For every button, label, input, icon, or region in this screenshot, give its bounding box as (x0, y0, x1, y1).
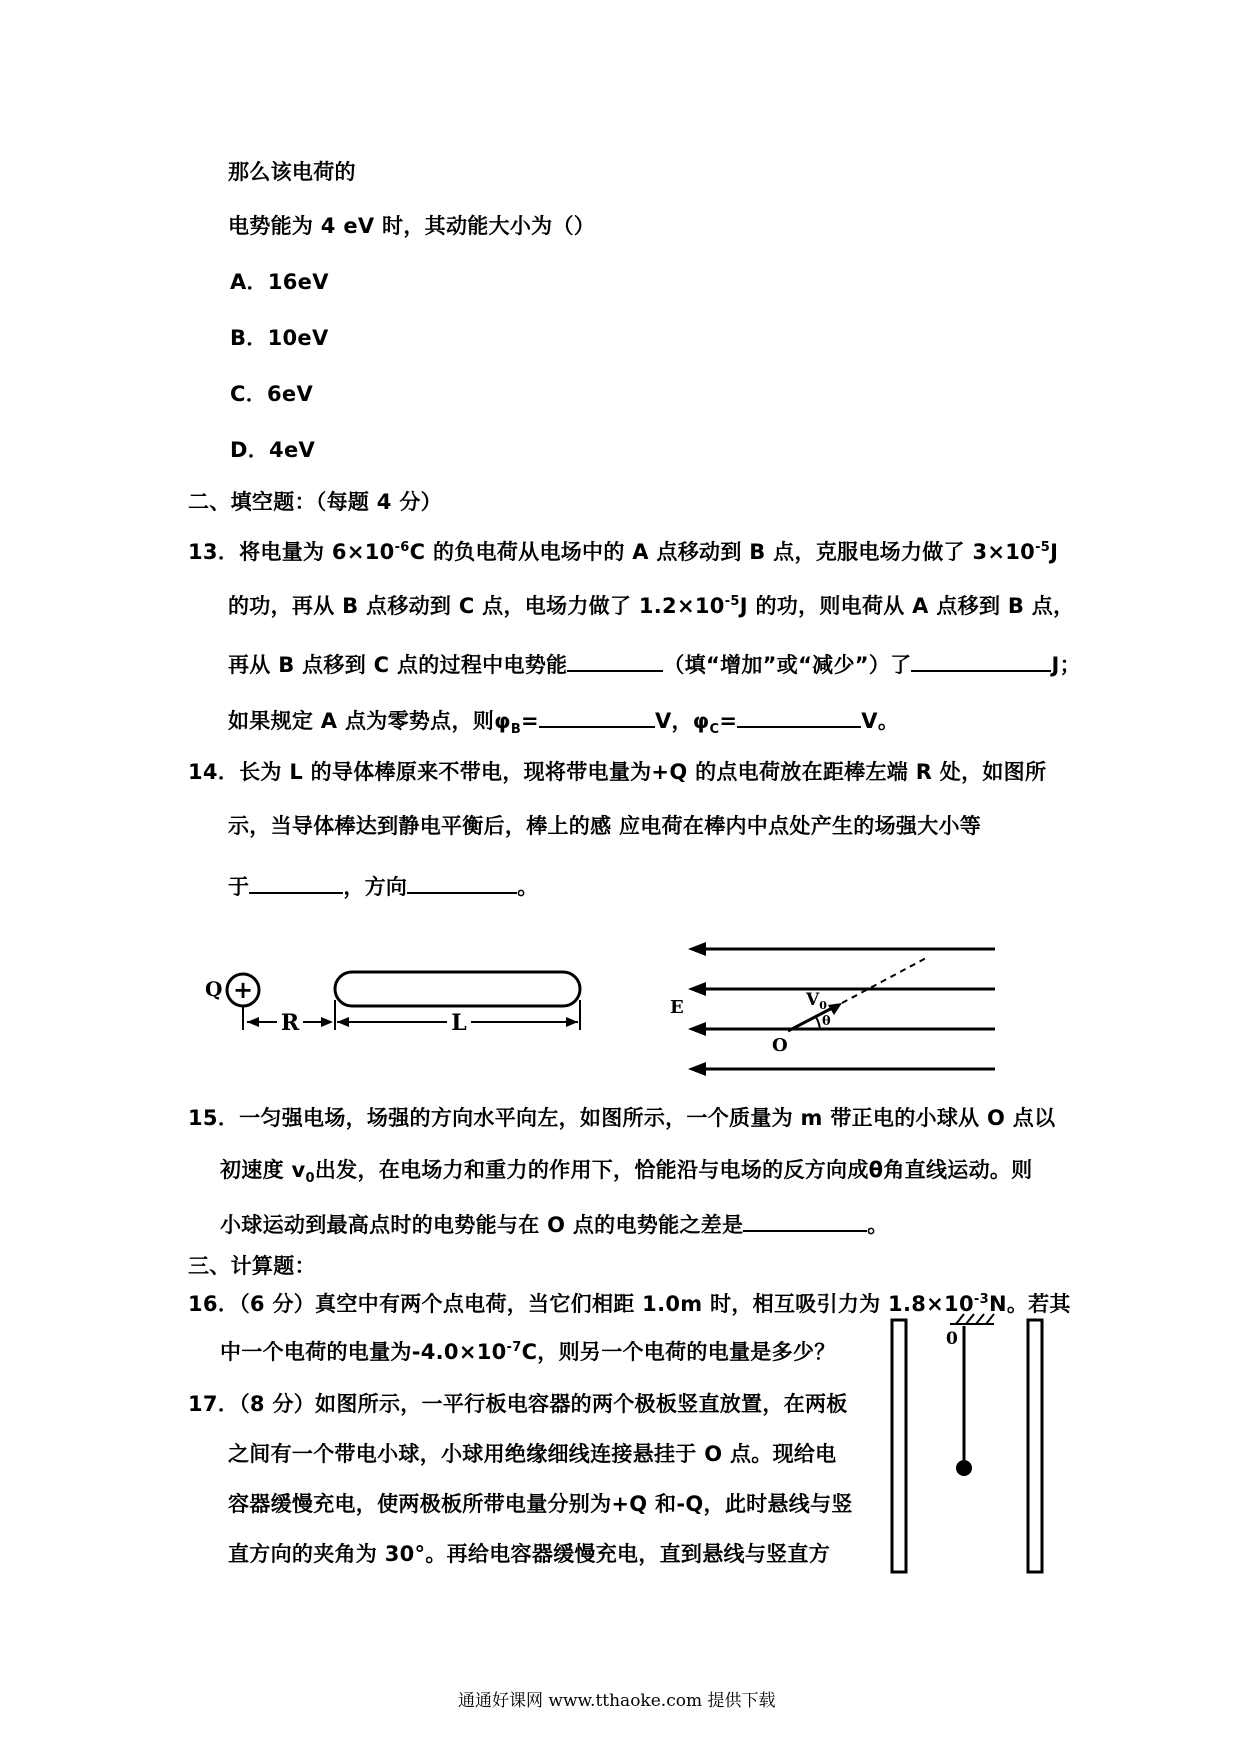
fig15-field-label: E (670, 997, 684, 1018)
q14-line3-text-a: 于 (228, 875, 250, 899)
field-arrow-icon (688, 1022, 706, 1036)
field-arrow-icon (688, 1062, 706, 1076)
q12-option-d: D．4eV (230, 438, 316, 462)
r-arrow-right-icon (321, 1017, 333, 1027)
q15-line2-text-a: 初速度 v (220, 1158, 306, 1182)
q12-option-c: C．6eV (230, 382, 314, 406)
q14-line1: 14．长为 L 的导体棒原来不带电，现将带电量为+Q 的点电荷放在距棒左端 R 处，如图所 (188, 760, 1047, 784)
fig15-velocity-subscript: 0 (819, 999, 827, 1012)
q15-line3-text-a: 小球运动到最高点时的电势能与在 O 点的电势能之差是 (220, 1213, 744, 1237)
fig15-velocity-label (805, 990, 827, 1012)
q16-line1-text-b: N。若其 (988, 1292, 1071, 1316)
ceiling-hatch (986, 1314, 994, 1324)
field-arrow-icon (688, 942, 706, 956)
answer-blank (737, 706, 861, 728)
q13-line4-sub-a: B (510, 722, 522, 738)
q13-line4-sub-c: C (709, 722, 720, 738)
fig15-velocity-letter: V (806, 990, 820, 1010)
answer-blank (539, 706, 655, 728)
l-arrow-right-icon (566, 1017, 578, 1027)
q16-line2-text-b: C，则另一个电荷的电量是多少？ (521, 1340, 836, 1364)
conductor-rod (335, 972, 580, 1006)
q13-line3 (228, 650, 1081, 676)
q13-line4-text-d: = (719, 709, 738, 733)
fig14-rod-diagram (195, 950, 595, 1045)
q13-line1-text-c: J (1050, 540, 1059, 564)
q15-line1: 15．一匀强电场，场强的方向水平向左，如图所示，一个质量为 m 带正电的小球从 O 点以 (188, 1106, 1056, 1130)
answer-blank (911, 650, 1051, 672)
answer-blank (743, 1210, 867, 1232)
q13-line4 (228, 706, 900, 738)
ceiling-hatch (956, 1314, 964, 1324)
q12-line2: 电势能为 4 eV 时，其动能大小为（） (228, 214, 596, 238)
q13-line2 (228, 596, 1074, 617)
q13-line1-exp-a: -6 (394, 540, 410, 555)
l-arrow-left-icon (337, 1017, 349, 1027)
q14-line3-text-b: ，方向 (343, 875, 408, 899)
q15-line2-text-b: 出发，在电场力和重力的作用下，恰能沿与电场的反方向成θ角直线运动。则 (314, 1158, 1033, 1182)
capacitor-plate-left (892, 1320, 906, 1572)
q13-line2-text-b: J 的功，则电荷从 A 点移到 B 点， (739, 594, 1075, 618)
fig17-capacitor-diagram (890, 1310, 1060, 1585)
q16-line1-text-a: 16．（6 分）真空中有两个点电荷，当它们相距 1.0m 时，相互吸引力为 1.8×10 (188, 1292, 974, 1316)
fig15-angle-label: θ (822, 1014, 831, 1029)
q15-line3-text-b: 。 (867, 1213, 889, 1237)
q13-line3-text-c: J； (1051, 653, 1081, 677)
fig14-plus: + (232, 976, 254, 1004)
fig14-r-label: R (280, 1010, 300, 1036)
q14-line2: 示，当导体棒达到静电平衡后，棒上的感 应电荷在棒内中点处产生的场强大小等 (228, 814, 982, 838)
q13-line2-exp-a: -5 (724, 594, 740, 609)
q15-line2-sub: 0 (305, 1171, 315, 1187)
q12-line1: 那么该电荷的 (228, 160, 356, 184)
capacitor-plate-right (1028, 1320, 1042, 1572)
q17-line2: 之间有一个带电小球，小球用绝缘细线连接悬挂于 O 点。现给电 (228, 1442, 837, 1466)
fig14-charge-label: Q (205, 977, 223, 1001)
q16-line2-exp: -7 (506, 1340, 522, 1355)
page-footer: 通通好课网 www.tthaoke.com 提供下载 (458, 1691, 776, 1711)
section3-title: 三、计算题： (188, 1254, 316, 1278)
fig14-l-label: L (451, 1010, 467, 1036)
q17-line4: 直方向的夹角为 30°。再给电容器缓慢充电，直到悬线与竖直方 (228, 1542, 831, 1566)
fig17-pivot-label: 0 (946, 1329, 958, 1349)
answer-blank (567, 650, 663, 672)
r-arrow-left-icon (247, 1017, 259, 1027)
q12-option-a: A．16eV (230, 270, 329, 294)
section2-title: 二、填空题：（每题 4 分） (188, 490, 442, 514)
fig15-origin-label: O (772, 1035, 788, 1056)
q13-line2-text-a: 的功，再从 B 点移动到 C 点，电场力做了 1.2×10 (228, 594, 725, 618)
q12-option-b: B．10eV (230, 326, 329, 350)
field-arrow-icon (688, 982, 706, 996)
ceiling-hatch (966, 1314, 974, 1324)
q13-line4-text-e: V。 (861, 709, 900, 733)
q16-line2-text-a: 中一个电荷的电量为-4.0×10 (220, 1340, 507, 1364)
q13-line3-text-a: 再从 B 点移到 C 点的过程中电势能 (228, 653, 568, 677)
q13-line4-text-a: 如果规定 A 点为零势点，则φ (228, 709, 511, 733)
q13-line1-exp-b: -5 (1035, 540, 1051, 555)
answer-blank (407, 872, 517, 894)
q13-line3-text-b: （填“增加”或“减少”）了 (663, 653, 912, 677)
q15-line3 (220, 1210, 889, 1236)
answer-blank (249, 872, 343, 894)
q13-line1 (188, 542, 1058, 563)
fig15-field-diagram (670, 935, 1005, 1090)
angle-arc (816, 1017, 820, 1029)
q17-line3: 容器缓慢充电，使两极板所带电量分别为+Q 和-Q，此时悬线与竖 (228, 1492, 853, 1516)
q13-line4-text-c: V，φ (654, 709, 710, 733)
q15-line2 (220, 1158, 1033, 1187)
q14-line3-text-c: 。 (517, 875, 539, 899)
q16-line1-exp: -3 (973, 1292, 989, 1307)
q13-line4-text-b: = (521, 709, 539, 733)
trajectory-dashed-line (842, 957, 928, 1003)
q13-line1-text-b: C 的负电荷从电场中的 A 点移动到 B 点，克服电场力做了 3×10 (409, 540, 1036, 564)
ceiling-hatch (976, 1314, 984, 1324)
q17-line1: 17．（8 分）如图所示，一平行板电容器的两个极板竖直放置，在两板 (188, 1392, 848, 1416)
q13-line1-text-a: 13．将电量为 6×10 (188, 540, 395, 564)
q16-line2 (220, 1342, 836, 1363)
charged-ball (956, 1460, 972, 1476)
q14-line3 (228, 872, 539, 898)
